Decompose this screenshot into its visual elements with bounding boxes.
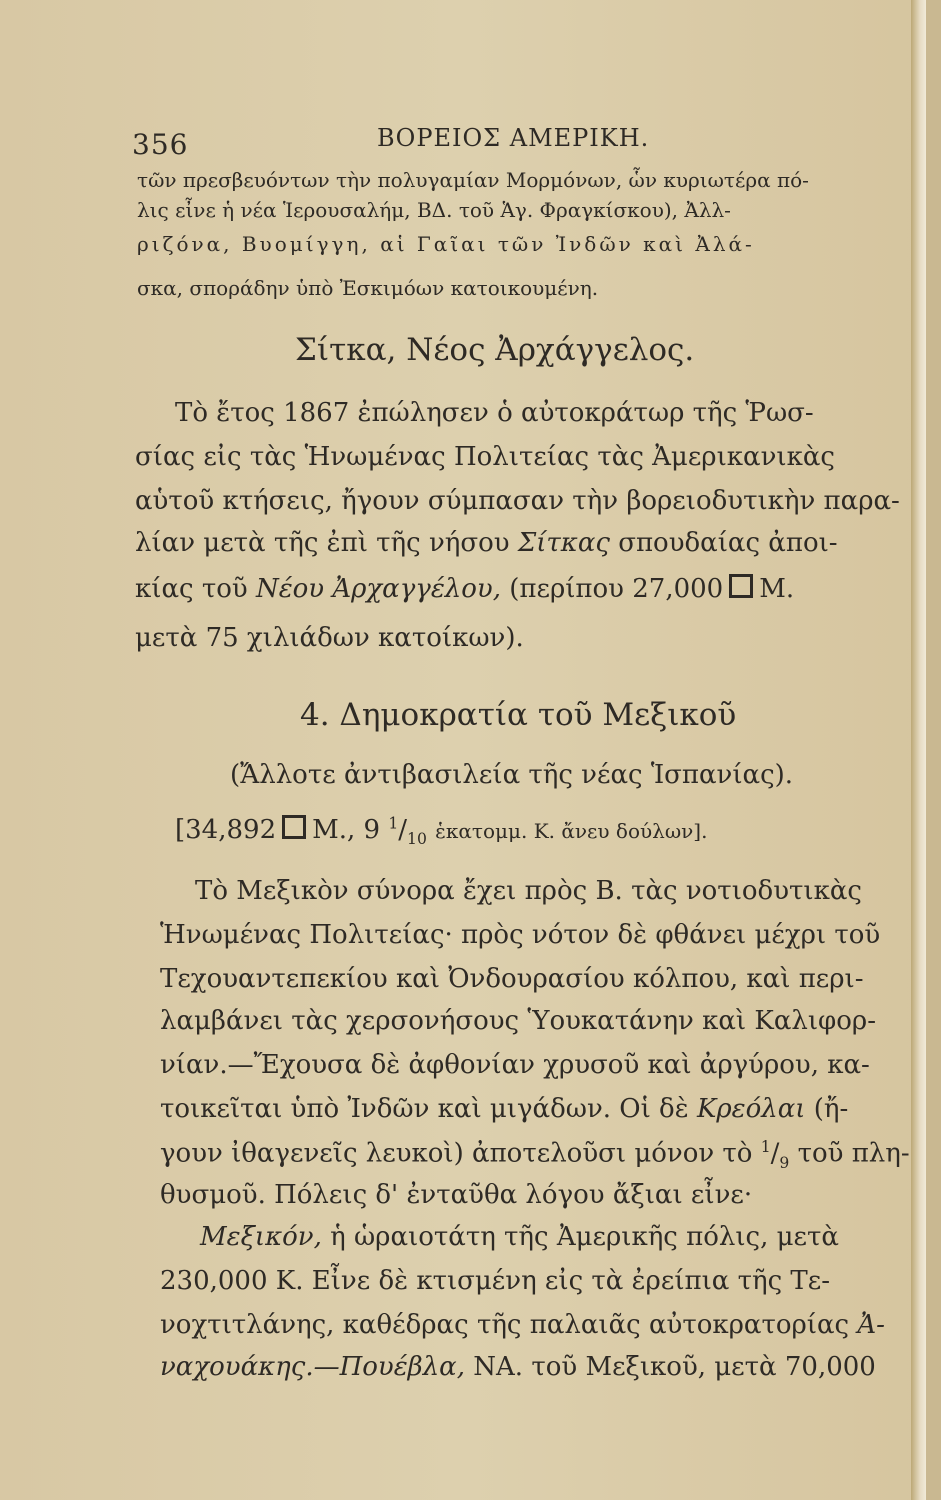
fraction-slash: /: [770, 1138, 780, 1169]
text-span: (περίπου 27,000: [509, 574, 724, 604]
square-unit-icon: [282, 815, 306, 839]
text-line: [160, 1096, 848, 1122]
fraction-denominator: 10: [407, 830, 427, 849]
section-subheading: (Ἄλλοτε ἀντιβασιλεία τῆς νέας Ἱσπανίας).: [230, 760, 794, 790]
page-header: [132, 118, 772, 162]
text-line: λαμβάνει τὰς χερσονήσους Ὑουκατάνην καὶ Καλιφορ-: [160, 1006, 876, 1036]
text-span: λίαν μετὰ τῆς ἐπὶ τῆς νήσου: [135, 528, 510, 558]
text-line: αὑτοῦ κτήσεις, ἤγουν σύμπασαν τὴν βορειοδυτικὴν παρα-: [135, 486, 900, 516]
fraction-numerator: 1: [760, 1138, 771, 1156]
fraction-denominator: 9: [779, 1153, 790, 1172]
text-span: τοικεῖται ὑπὸ Ἰνδῶν καὶ μιγάδων. Οἱ δὲ: [160, 1094, 689, 1124]
text-span: Μ.: [759, 574, 795, 604]
section-heading-sitka: Σίτκα, Νέος Ἀρχάγγελος.: [295, 332, 695, 368]
text-line: Τεχουαντεπεκίου καὶ Ὀνδουρασίου κόλπου, καὶ περι-: [160, 964, 864, 994]
text-line: [160, 1140, 910, 1171]
text-line: [160, 1312, 885, 1338]
text-line: 230,000 Κ. Εἶνε δὲ κτισμένη εἰς τὰ ἐρείπια τῆς Τε-: [160, 1266, 830, 1296]
text-line: λις εἶνε ἡ νέα Ἱερουσαλήμ, ΒΔ. τοῦ Ἁγ. Φραγκίσκου), Ἀλλ-: [137, 198, 731, 222]
text-span: νοχτιτλάνης, καθέδρας τῆς παλαιᾶς αὐτοκρατορίας: [160, 1310, 850, 1340]
text-line: θυσμοῦ. Πόλεις δ' ἐνταῦθα λόγου ἄξιαι εἶνε·: [160, 1180, 753, 1210]
italic-term-creoles: Κρεόλαι: [696, 1094, 806, 1124]
text-span: γουν ἰθαγενεῖς λευκοὶ) ἀποτελοῦσι μόνον τὸ: [160, 1138, 753, 1169]
text-span: σπουδαίας ἀποι-: [618, 528, 838, 558]
text-line: Ἡνωμένας Πολιτείας· πρὸς νότον δὲ φθάνει μέχρι τοῦ: [160, 920, 881, 950]
page-number: 356: [132, 128, 189, 161]
square-unit-icon: [729, 574, 753, 598]
text-line: [200, 1224, 839, 1250]
text-line: νίαν.—Ἔχουσα δὲ ἀφθονίαν χρυσοῦ καὶ ἀργύρου, κα-: [160, 1050, 870, 1080]
statistics-line: [175, 815, 707, 848]
text-line: Τὸ ἔτος 1867 ἐπώλησεν ὁ αὐτοκράτωρ τῆς Ῥωσ-: [175, 398, 814, 428]
running-title: ΒΟΡΕΙΟΣ ΑΜΕΡΙΚΗ.: [377, 124, 650, 152]
fraction-numerator: 1: [388, 814, 399, 833]
text-span: τοῦ πλη-: [797, 1138, 910, 1169]
text-span: ΝΑ. τοῦ Μεξικοῦ, μετὰ 70,000: [473, 1352, 876, 1382]
text-line: [135, 574, 794, 602]
section-heading-mexico: 4. Δημοκρατία τοῦ Μεξικοῦ: [300, 697, 737, 733]
italic-name: Ἀ-: [857, 1310, 885, 1340]
text-line: μετὰ 75 χιλιάδων κατοίκων).: [135, 623, 524, 653]
text-line: τῶν πρεσβευόντων τὴν πολυγαμίαν Μορμόνων, ὧν κυριωτέρα πό-: [137, 168, 809, 192]
text-line: [135, 530, 838, 556]
page-edge: [911, 0, 926, 1500]
text-span: ἑκατομμ. Κ. ἄνευ δούλων].: [435, 819, 708, 843]
italic-place-sitka: Σίτκας: [517, 528, 610, 558]
text-line: σκα, σποράδην ὑπὸ Ἐσκιμόων κατοικουμένη.: [137, 276, 599, 300]
italic-city-mexico: Μεξικόν,: [200, 1222, 322, 1252]
text-line: ριζόνα, Βυομίγγη, αἱ Γαῖαι τῶν Ἰνδῶν καὶ Ἀλά-: [137, 232, 755, 256]
text-span: ἡ ὡραιοτάτη τῆς Ἀμερικῆς πόλις, μετὰ: [330, 1222, 839, 1252]
text-span: κίας τοῦ: [135, 574, 248, 604]
text-line: Τὸ Μεξικὸν σύνορα ἔχει πρὸς Β. τὰς νοτιοδυτικὰς: [195, 876, 862, 906]
text-line: σίας εἰς τὰς Ἡνωμένας Πολιτείας τὰς Ἀμερικανικὰς: [135, 442, 835, 472]
text-line: [160, 1354, 876, 1380]
italic-city-puebla: ναχουάκης.—Πουέβλα,: [160, 1352, 466, 1382]
text-span: (ἤ-: [813, 1094, 849, 1124]
fraction-slash: /: [398, 815, 408, 845]
italic-place-new-archangel: Νέου Ἀρχαγγέλου,: [255, 574, 501, 604]
text-span: [34,892: [175, 815, 277, 845]
text-span: Μ., 9: [312, 815, 381, 845]
